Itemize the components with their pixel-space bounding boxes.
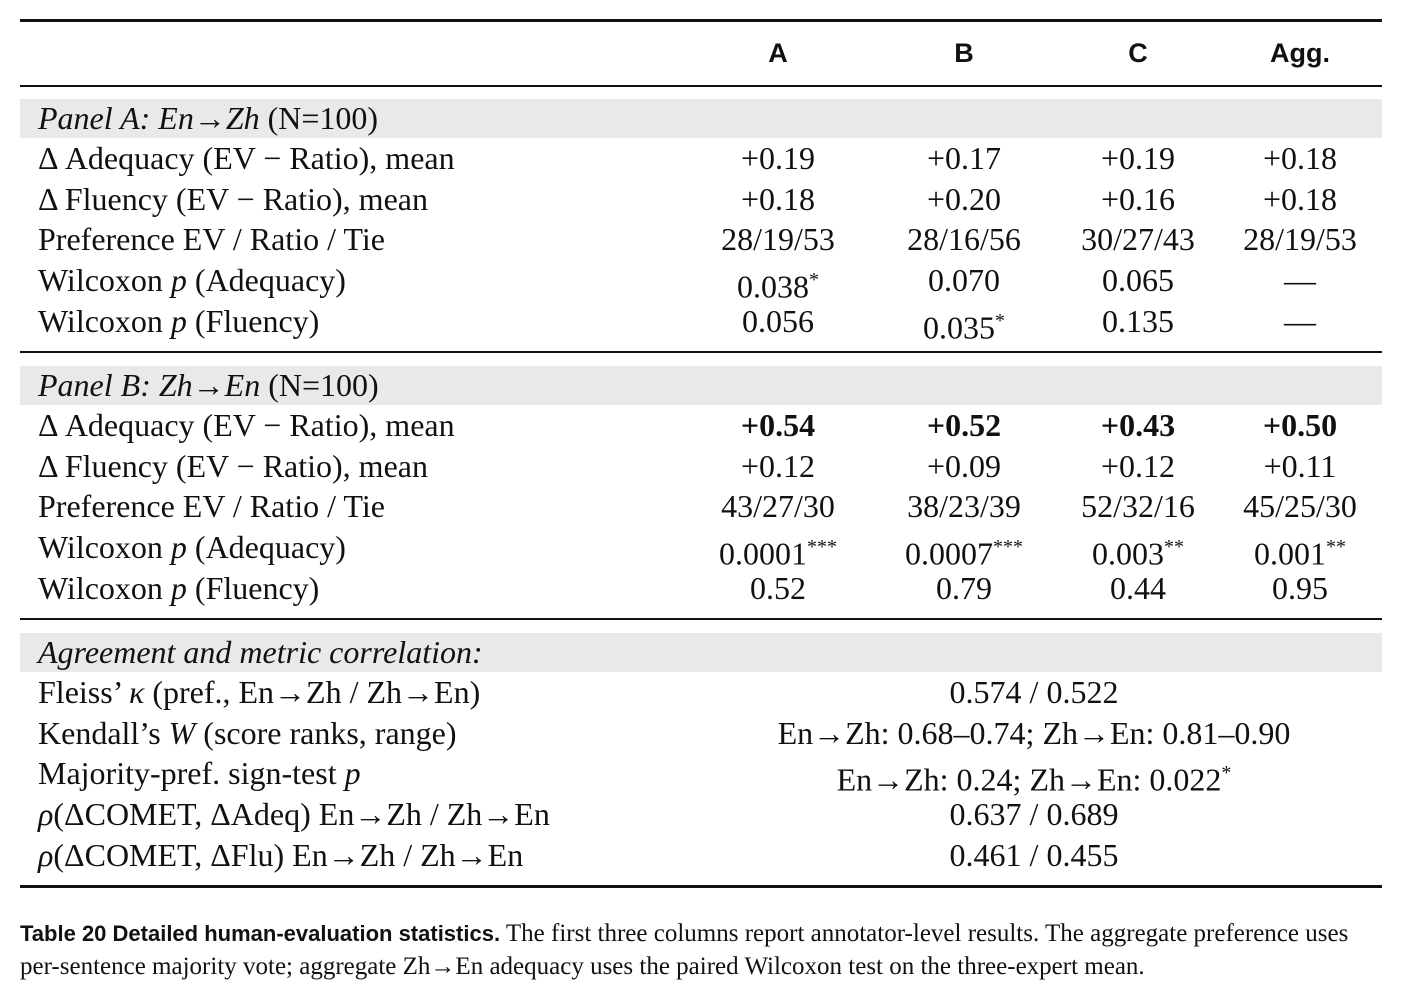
cell-b: 0.070	[928, 262, 1000, 299]
cell-a: +0.18	[740, 180, 816, 217]
cell-agg: —	[1284, 262, 1316, 299]
row-label: Δ Adequacy (EV − Ratio), mean	[38, 407, 455, 443]
cell-b: +0.09	[926, 447, 1002, 484]
panel-a-title-n: (N=100)	[259, 100, 379, 136]
cell-agg: 28/19/53	[1243, 221, 1357, 258]
caption-label: Table 20 Detailed human-evaluation statistics.	[20, 921, 501, 946]
cell-b: 0.79	[936, 569, 992, 606]
panel-b-title-italic: Panel B: Zh→En	[38, 367, 261, 403]
cell-c: +0.43	[1100, 407, 1176, 443]
panel-b-row	[0, 568, 1402, 608]
row-label: Fleiss’ κ (pref., En→Zh / Zh→En)	[38, 674, 481, 710]
panel-a-row	[0, 219, 1402, 259]
cell-b: +0.52	[926, 407, 1002, 443]
cell-agg: 0.001**	[1254, 535, 1346, 572]
row-value: En→Zh: 0.68–0.74; Zh→En: 0.81–0.90	[777, 714, 1291, 751]
cell-c: 0.44	[1110, 569, 1166, 606]
panel-a-row	[0, 138, 1402, 178]
cell-agg: 0.95	[1272, 569, 1328, 606]
cell-c: 30/27/43	[1081, 221, 1195, 258]
panel-b-row	[0, 405, 1402, 445]
row-label: Preference EV / Ratio / Tie	[38, 221, 385, 258]
row-label: Δ Adequacy (EV − Ratio), mean	[38, 140, 455, 176]
bottom-rule	[20, 885, 1382, 888]
caption-text: The first three columns report annotator-level results. The aggregate preference uses per-sentence majority vote; aggregate Zh→En adequacy uses the paired Wilcoxon test on the three-expert mean.	[20, 920, 1349, 980]
cell-a: 0.52	[750, 569, 806, 606]
row-label: Kendall’s W (score ranks, range)	[38, 714, 457, 751]
panel-b-row	[0, 446, 1402, 486]
cell-agg: +0.11	[1263, 447, 1337, 484]
panel-c-row	[0, 794, 1402, 834]
cell-a: 0.038*	[737, 268, 819, 305]
cell-a: +0.19	[740, 140, 816, 176]
cell-b: 0.0007***	[905, 535, 1023, 572]
panel-b-row	[0, 527, 1402, 572]
cell-c: 0.065	[1102, 262, 1174, 299]
row-label: Preference EV / Ratio / Tie	[38, 488, 385, 525]
row-label: Wilcoxon p (Fluency)	[38, 302, 320, 339]
top-rule	[20, 19, 1382, 22]
cell-a: 28/19/53	[721, 221, 835, 258]
panel-c-title-row	[0, 632, 1402, 672]
panel-c-title: Agreement and metric correlation:	[38, 634, 483, 670]
cell-b: 28/16/56	[907, 221, 1021, 258]
row-label: Majority-pref. sign-test p	[38, 755, 361, 792]
panel-b-title-row	[0, 365, 1402, 405]
row-value: En→Zh: 0.24; Zh→En: 0.022*	[836, 762, 1232, 799]
panel-b-title-n: (N=100)	[260, 367, 379, 403]
cell-c: 52/32/16	[1081, 488, 1195, 525]
panel-a-rule	[20, 351, 1382, 353]
row-label: Δ Fluency (EV − Ratio), mean	[38, 447, 428, 484]
cell-agg: +0.18	[1262, 180, 1338, 217]
panel-a-row	[0, 260, 1402, 305]
row-value: 0.574 / 0.522	[949, 674, 1119, 710]
panel-c-row	[0, 835, 1402, 875]
panel-b-title	[38, 365, 379, 405]
panel-c-row	[0, 672, 1402, 712]
panel-a-title-row	[0, 98, 1402, 138]
cell-c: +0.16	[1100, 180, 1176, 217]
cell-agg: +0.18	[1262, 140, 1338, 176]
row-label: ρ(ΔCOMET, ΔAdeq) En→Zh / Zh→En	[38, 796, 550, 833]
col-header-agg: Agg.	[1270, 38, 1330, 68]
cell-a: 43/27/30	[721, 488, 835, 525]
cell-c: +0.19	[1100, 140, 1176, 176]
cell-c: +0.12	[1100, 447, 1176, 484]
row-value: 0.637 / 0.689	[949, 796, 1119, 833]
cell-agg: 45/25/30	[1243, 488, 1357, 525]
panel-a-title	[38, 98, 378, 138]
panel-b-row	[0, 486, 1402, 526]
cell-a: 0.056	[742, 302, 814, 339]
row-value: 0.461 / 0.455	[949, 836, 1119, 873]
cell-b: 38/23/39	[907, 488, 1021, 525]
cell-b: +0.20	[926, 180, 1002, 217]
col-header-c: C	[1128, 38, 1148, 68]
table-caption	[20, 917, 1384, 983]
row-label: Wilcoxon p (Adequacy)	[38, 529, 346, 566]
cell-b: +0.17	[926, 140, 1002, 176]
cell-agg: +0.50	[1262, 407, 1338, 443]
panel-c-row	[0, 713, 1402, 753]
row-label: Δ Fluency (EV − Ratio), mean	[38, 180, 428, 217]
col-header-b: B	[954, 38, 974, 68]
row-label: Wilcoxon p (Adequacy)	[38, 262, 346, 299]
cell-c: 0.135	[1102, 302, 1174, 339]
cell-a: +0.12	[740, 447, 816, 484]
cell-a: 0.0001***	[719, 535, 837, 572]
header-rule	[20, 85, 1382, 87]
cell-b: 0.035*	[923, 309, 1005, 346]
panel-a-row	[0, 179, 1402, 219]
cell-agg: —	[1284, 302, 1316, 339]
panel-a-title-italic: Panel A: En→Zh	[38, 100, 260, 136]
cell-c: 0.003**	[1092, 535, 1184, 572]
row-label: Wilcoxon p (Fluency)	[38, 569, 320, 606]
panel-b-rule	[20, 618, 1382, 620]
col-header-a: A	[768, 38, 788, 68]
cell-a: +0.54	[740, 407, 816, 443]
panel-c-row	[0, 753, 1402, 799]
row-label: ρ(ΔCOMET, ΔFlu) En→Zh / Zh→En	[38, 836, 524, 873]
panel-a-row	[0, 301, 1402, 346]
